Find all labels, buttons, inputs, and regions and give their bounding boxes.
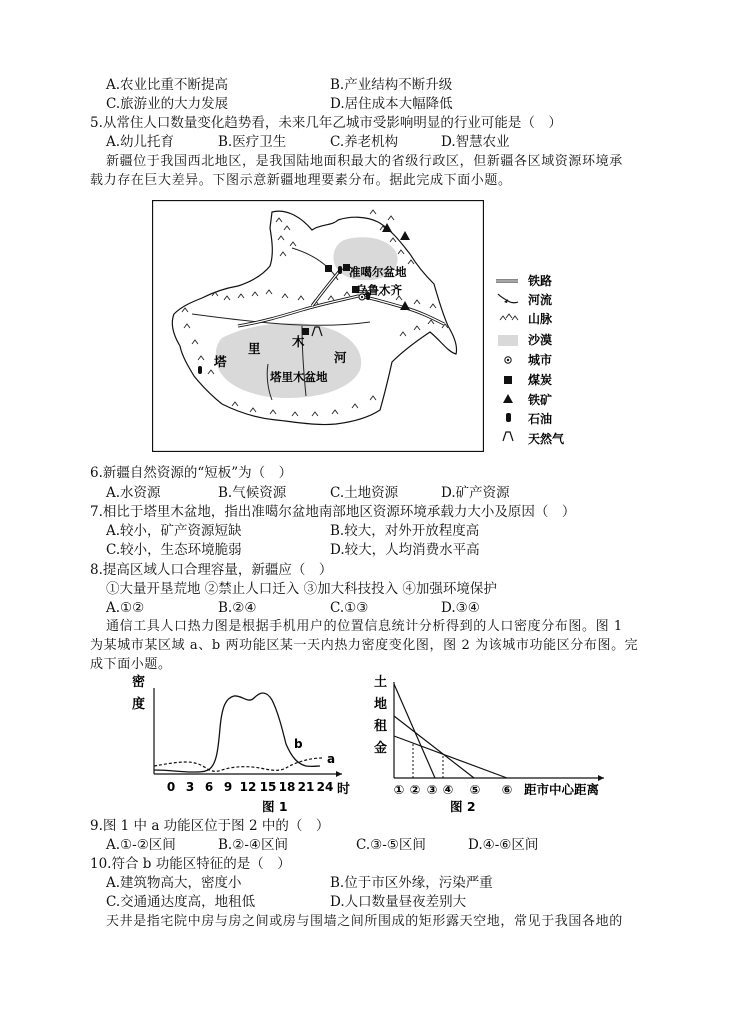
fig2-line-residential: [394, 716, 474, 778]
fig1-ylabel-1: 密: [132, 675, 146, 690]
q9-option-c: C.③-⑤区间: [356, 837, 426, 853]
q4-option-a: A.农业比重不断提高: [106, 77, 229, 93]
q7-option-d: D.较大，人均消费水平高: [330, 542, 480, 558]
q5-option-a: A.幼儿托育: [106, 134, 175, 150]
fig1-caption: 图 1: [262, 799, 288, 814]
legend-oil-symbol: [506, 413, 511, 422]
fig1-series-b-line: [154, 693, 320, 772]
legend-gas-label: 天然气: [528, 432, 565, 446]
label-junggar: 准噶尔盆地: [349, 265, 407, 279]
passage1-line1: 新疆位于我国西北地区，是我国陆地面积最大的省级行政区，但新疆各区域资源环境承: [106, 154, 623, 169]
legend-mountain-symbol: [500, 314, 518, 320]
q8-option-b: B.②④: [218, 600, 257, 616]
q7-stem: 7.相比于塔里木盆地，指出准噶尔盆地南部地区资源环境承载力大小及原因（ ）: [90, 504, 576, 520]
q5-stem: 5.从常住人口数量变化趋势看，未来几年乙城市受影响明显的行业可能是（ ）: [90, 115, 562, 131]
q5-option-c: C.养老机构: [330, 134, 399, 150]
figure-1-density-chart: [120, 668, 360, 816]
fig2-xtick-1: ①: [393, 782, 405, 797]
q5-option-d: D.智慧农业: [441, 134, 510, 150]
passage2-line2: 为某城市某区域 a、b 两功能区某一天内热力密度变化图，图 2 为该城市功能区分布图。完: [90, 638, 639, 653]
q7-option-c: C.较小，生态环境脆弱: [106, 542, 242, 558]
q10-option-a: A.建筑物高大，密度小: [106, 875, 242, 891]
fig1-xunit: 时: [337, 782, 351, 797]
fig2-xtick-4: ④: [442, 782, 454, 797]
label-ta: 塔: [214, 354, 227, 369]
q6-option-d: D.矿产资源: [441, 485, 510, 501]
xinjiang-map: [152, 200, 484, 452]
legend-desert-label: 沙漠: [528, 333, 553, 347]
oil-symbol-1: [338, 266, 342, 274]
q6-option-c: C.土地资源: [330, 485, 399, 501]
legend-gas-symbol: [503, 432, 513, 441]
q6-option-b: B.气候资源: [218, 485, 287, 501]
fig1-xtick-18: 18: [278, 780, 296, 794]
legend-coal-symbol: [504, 376, 512, 384]
label-mu: 木: [292, 334, 305, 349]
q5-option-b: B.医疗卫生: [218, 134, 287, 150]
q6-option-a: A.水资源: [106, 485, 161, 501]
q9-option-b: B.②-④区间: [218, 837, 288, 853]
fig2-caption: 图 2: [450, 799, 476, 814]
fig2-x-arrow: [598, 775, 604, 781]
fig2-line-commercial: [394, 684, 435, 778]
figure-2-rent-chart: [368, 668, 638, 816]
fig1-xtick-6: 6: [204, 780, 214, 794]
coal-symbol-1: [325, 265, 332, 272]
q10-option-b: B.位于市区外缘，污染严重: [330, 875, 493, 891]
label-tarim: 塔里木盆地: [270, 370, 328, 384]
legend-oil-label: 石油: [528, 412, 553, 426]
fig2-xtick-2: ②: [409, 782, 421, 797]
q10-option-c: C.交通通达度高，地租低: [106, 894, 256, 910]
legend-desert-symbol: [498, 335, 518, 346]
legend-mountain-label: 山脉: [528, 312, 553, 326]
passage2-line3: 成下面小题。: [90, 657, 172, 672]
fig1-label-b: b: [294, 737, 303, 751]
label-urumqi: 乌鲁木齐: [356, 283, 402, 297]
q8-option-d: D.③④: [441, 600, 480, 616]
fig2-line-industrial: [394, 736, 507, 778]
label-he: 河: [334, 350, 347, 365]
q7-option-b: B.较大，对外开放程度高: [330, 523, 480, 539]
fig2-xtick-6: ⑥: [501, 782, 513, 797]
q9-option-a: A.①-②区间: [106, 837, 176, 853]
legend-iron-symbol: [503, 394, 513, 403]
fig2-ylabel-2: 地: [374, 697, 388, 712]
fig1-x-arrow: [336, 771, 342, 777]
fig1-xtick-3: 3: [185, 780, 195, 794]
q8-stem: 8.提高区域人口合理容量，新疆应（ ）: [90, 562, 333, 578]
q7-option-a: A.较小，矿产资源短缺: [106, 523, 242, 539]
passage1-line2: 载力存在巨大差异。下图示意新疆地理要素分布。据此完成下面小题。: [90, 173, 512, 188]
oil-symbol-3: [198, 366, 202, 374]
legend-river-label: 河流: [528, 293, 553, 307]
label-li: 里: [248, 341, 261, 356]
fig1-xtick-15: 15: [259, 780, 277, 794]
fig2-xtick-5: ⑤: [469, 782, 481, 797]
q4-option-d: D.居住成本大幅降低: [330, 96, 453, 112]
q6-stem: 6.新疆自然资源的“短板”为（ ）: [90, 465, 293, 481]
legend-iron-label: 铁矿: [528, 393, 553, 407]
legend-city-label: 城市: [528, 353, 553, 367]
q8-items: ①大量开垦荒地 ②禁止人口迁入 ③加大科技投入 ④加强环境保护: [106, 581, 497, 597]
legend-railway-label: 铁路: [528, 274, 553, 288]
passage2-line1: 通信工具人口热力图是根据手机用户的位置信息统计分析得到的人口密度分布图。图 1: [106, 619, 623, 634]
q9-option-d: D.④-⑥区间: [468, 837, 539, 853]
map-legend: [492, 272, 582, 452]
legend-river-symbol: [498, 294, 518, 303]
q10-option-d: D.人口数量昼夜差别大: [330, 894, 467, 910]
fig2-ylabel-3: 租: [374, 719, 388, 734]
fig1-xtick-9: 9: [223, 780, 233, 794]
fig1-ylabel-2: 度: [132, 697, 146, 712]
q10-stem: 10.符合 b 功能区特征的是（ ）: [90, 856, 291, 872]
fig2-ylabel-4: 金: [374, 741, 388, 756]
fig2-xtick-3: ③: [426, 782, 438, 797]
fig2-ylabel-1: 土: [374, 675, 388, 690]
q4-option-b: B.产业结构不断升级: [330, 77, 453, 93]
fig1-xtick-21: 21: [297, 780, 315, 794]
q9-stem: 9.图 1 中 a 功能区位于图 2 中的（ ）: [90, 818, 330, 834]
fig1-xtick-12: 12: [239, 780, 257, 794]
fig1-xtick-0: 0: [166, 780, 176, 794]
passage3-line1: 天井是指宅院中房与房之间或房与围墙之间所围成的矩形露天空地，常见于我国各地的: [106, 914, 623, 929]
fig1-xtick-24: 24: [316, 780, 334, 794]
fig1-label-a: a: [327, 752, 336, 766]
q8-option-a: A.①②: [106, 600, 145, 616]
fig2-xlabel: 距市中心距离: [524, 782, 600, 797]
legend-coal-label: 煤炭: [528, 373, 553, 387]
q4-option-c: C.旅游业的大力发展: [106, 96, 229, 112]
q8-option-c: C.①③: [330, 600, 369, 616]
